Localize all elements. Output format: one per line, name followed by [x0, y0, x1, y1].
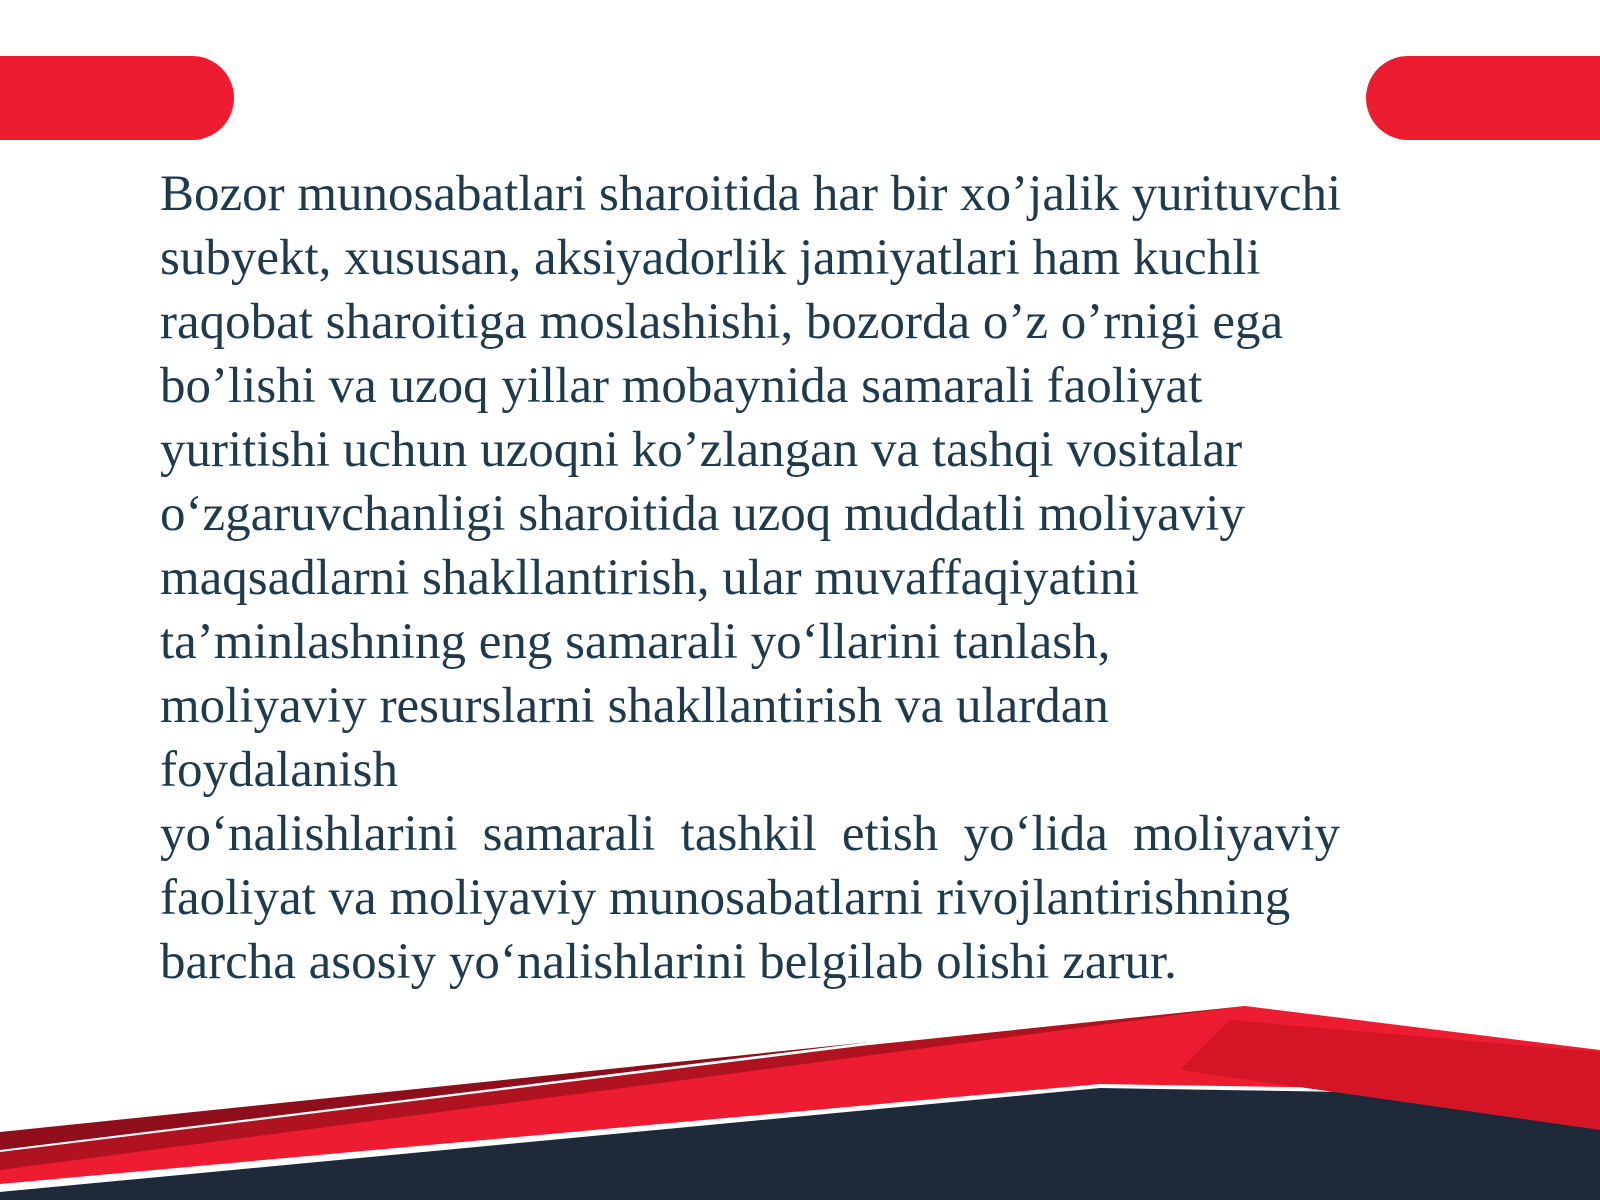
body-line: moliyaviy resurslarni shakllantirish va ulardan: [160, 678, 1109, 734]
body-line: raqobat sharoitiga moslashishi, bozorda o’z o’rnigi ega: [160, 294, 1284, 350]
body-line: subyekt, xususan, aksiyadorlik jamiyatlari ham kuchli: [160, 230, 1261, 286]
body-line: faoliyat va moliyaviy munosabatlarni rivojlantirishning: [160, 870, 1291, 926]
body-line: bo’lishi va uzoq yillar mobaynida samarali faoliyat: [160, 358, 1203, 414]
body-line: yuritishi uchun uzoqni ko’zlangan va tashqi vositalar: [160, 422, 1243, 478]
slide-body-text: [160, 162, 1420, 994]
bottom-decoration: [0, 980, 1600, 1200]
top-right-red-bar: [1366, 56, 1600, 140]
body-line: barcha asosiy yo‘nalishlarini belgilab olishi zarur.: [160, 934, 1177, 990]
body-line: yo‘nalishlarini samarali tashkil etish yo‘lida moliyaviy: [160, 806, 1340, 862]
body-line: ta’minlashning eng samarali yo‘llarini tanlash,: [160, 614, 1111, 670]
top-left-red-bar: [0, 56, 234, 140]
body-line: foydalanish: [160, 742, 398, 798]
body-line: o‘zgaruvchanligi sharoitida uzoq muddatli moliyaviy: [160, 486, 1245, 542]
body-line: maqsadlarni shakllantirish, ular muvaffaqiyatini: [160, 550, 1140, 606]
body-line: Bozor munosabatlari sharoitida har bir xo’jalik yurituvchi: [160, 166, 1342, 222]
